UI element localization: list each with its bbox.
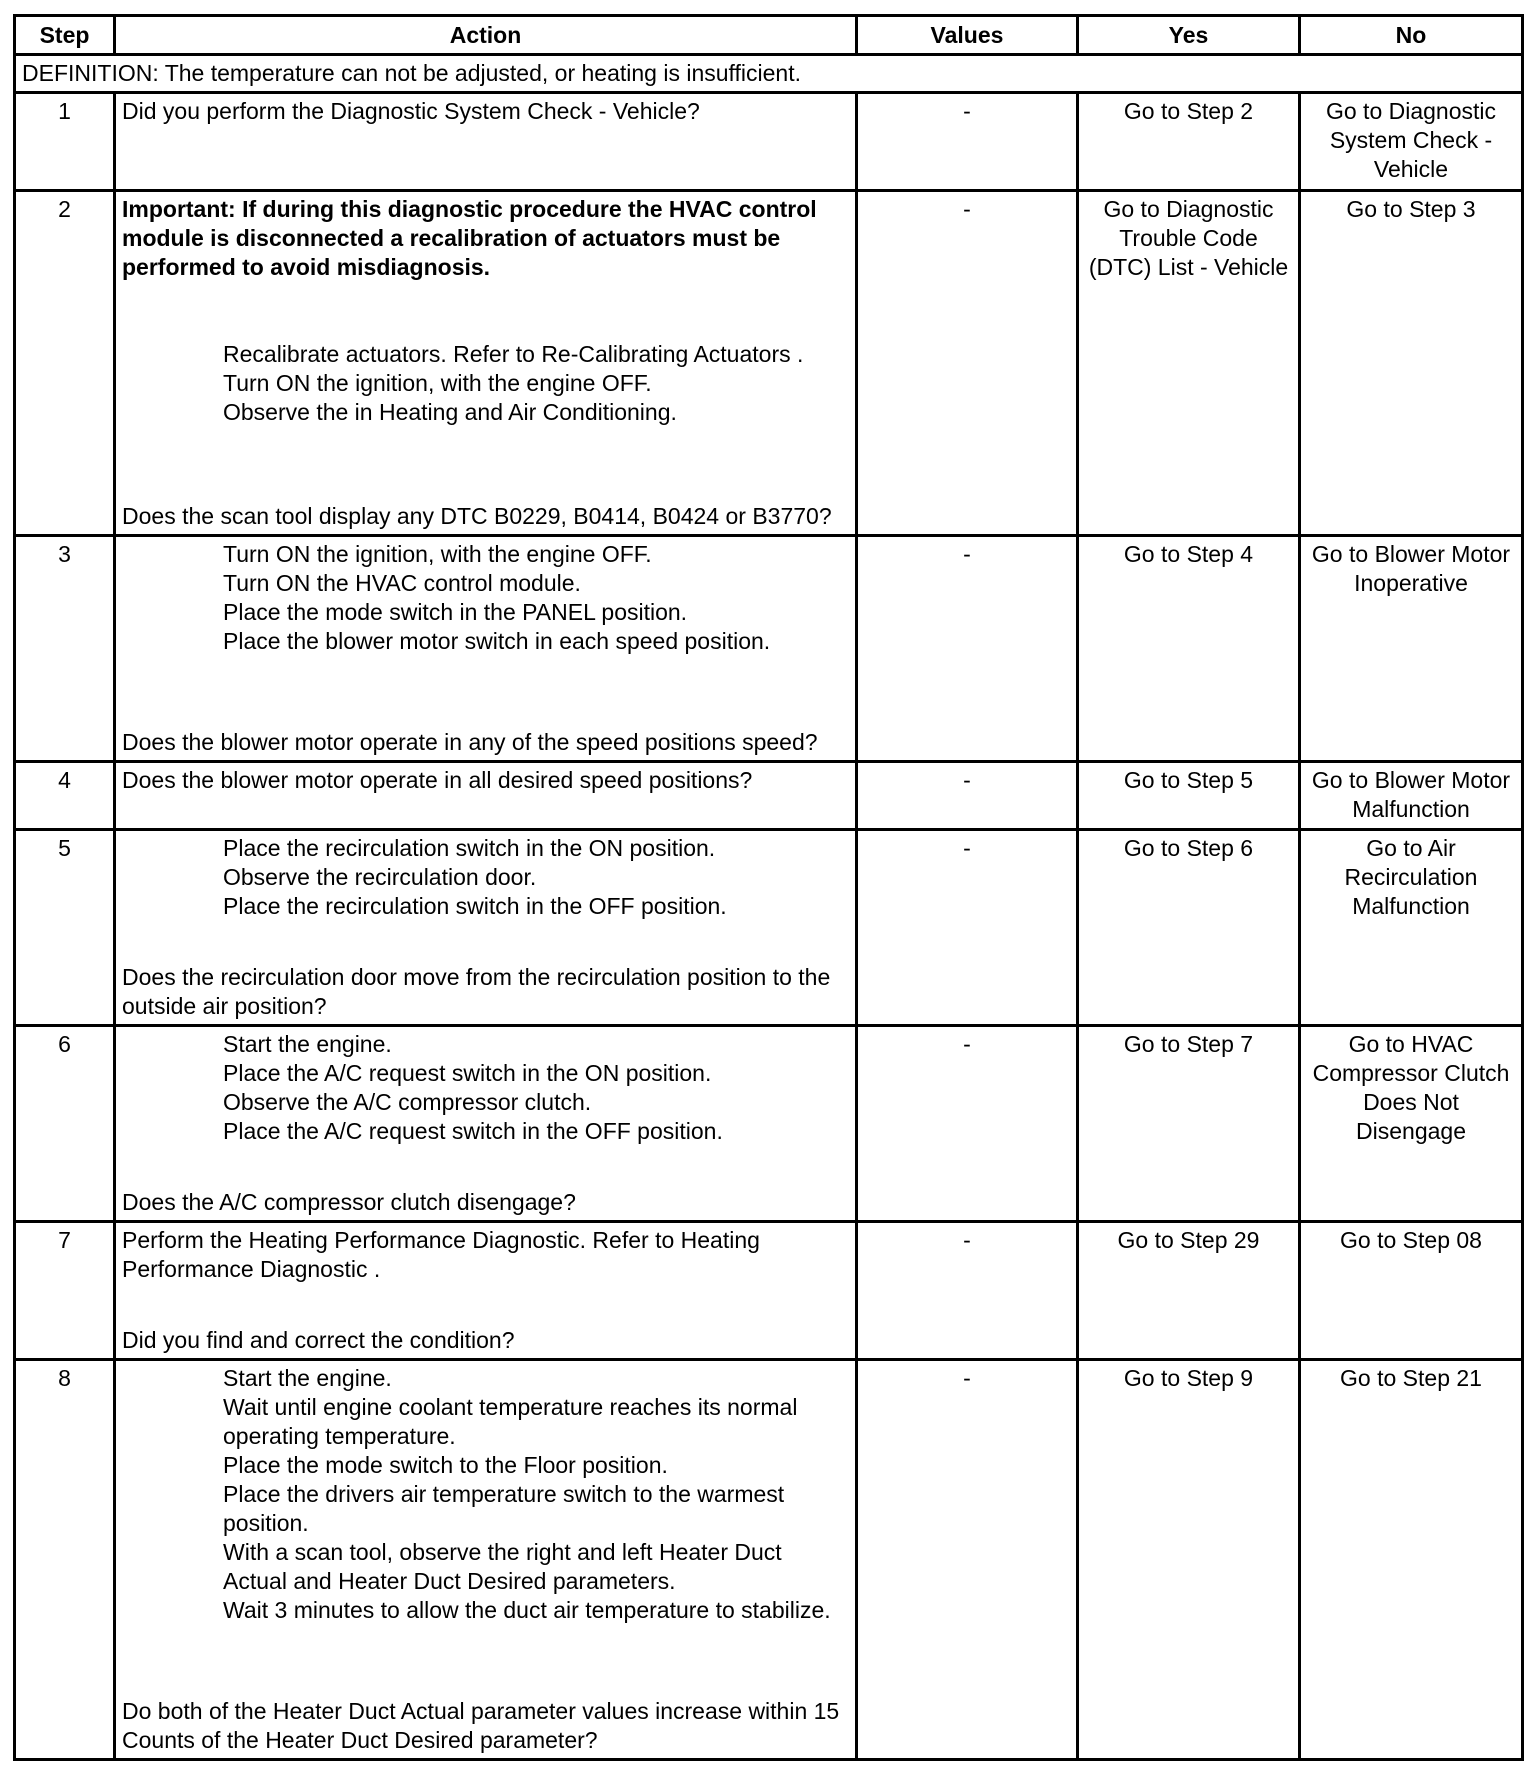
no-link[interactable]: Go to Blower Motor Inoperative (1300, 536, 1523, 762)
table-row (15, 536, 1523, 762)
action-item: Start the engine. (223, 1031, 392, 1057)
definition-row (15, 55, 1523, 93)
action-item: Place the A/C request switch in the OFF position. (223, 1118, 723, 1144)
action-list (122, 1030, 849, 1146)
action-cell (115, 762, 857, 830)
table-row (15, 1222, 1523, 1360)
step-number: 3 (15, 536, 115, 762)
value-cell: - (857, 1026, 1078, 1222)
important-note: Important: If during this diagnostic procedure the HVAC control module is disconnected a recalibration of actuators must be performed to avoid misdiagnosis. (122, 196, 817, 280)
action-lead: Perform the Heating Performance Diagnostic. Refer to Heating Performance Diagnostic . (122, 1227, 760, 1282)
action-cell (115, 1360, 857, 1760)
action-question: Do both of the Heater Duct Actual parameter values increase within 15 Counts of the Heater Duct Desired parameter? (122, 1698, 840, 1753)
action-item: Recalibrate actuators. Refer to Re-Calibrating Actuators . (223, 341, 804, 367)
action-question: Does the A/C compressor clutch disengage? (122, 1189, 576, 1215)
action-question: Did you perform the Diagnostic System Check - Vehicle? (122, 98, 700, 124)
table-row (15, 191, 1523, 536)
value-cell: - (857, 1360, 1078, 1760)
step-number: 1 (15, 93, 115, 191)
value-cell: - (857, 93, 1078, 191)
action-item: Place the blower motor switch in each speed position. (223, 628, 771, 654)
no-link[interactable]: Go to Step 21 (1300, 1360, 1523, 1760)
action-question: Does the recirculation door move from the recirculation position to the outside air position? (122, 964, 831, 1019)
action-item: Observe the A/C compressor clutch. (223, 1089, 592, 1115)
no-link[interactable]: Go to Step 08 (1300, 1222, 1523, 1360)
action-question: Did you find and correct the condition? (122, 1327, 515, 1353)
action-question: Does the scan tool display any DTC B0229, B0414, B0424 or B3770? (122, 503, 832, 529)
header-no: No (1300, 16, 1523, 55)
action-item: Place the recirculation switch in the ON position. (223, 835, 716, 861)
action-item: Place the drivers air temperature switch to the warmest position. (223, 1481, 785, 1536)
header-step: Step (15, 16, 115, 55)
value-cell: - (857, 191, 1078, 536)
action-item: Turn ON the HVAC control module. (223, 570, 581, 596)
value-cell: - (857, 536, 1078, 762)
action-item: Place the mode switch in the PANEL position. (223, 599, 688, 625)
definition-text: DEFINITION: The temperature can not be adjusted, or heating is insufficient. (15, 55, 1523, 93)
table-row (15, 1360, 1523, 1760)
action-item: Turn ON the ignition, with the engine OFF. (223, 370, 652, 396)
no-link[interactable]: Go to Diagnostic System Check - Vehicle (1300, 93, 1523, 191)
step-number: 5 (15, 830, 115, 1026)
step-number: 4 (15, 762, 115, 830)
action-question: Does the blower motor operate in all desired speed positions? (122, 767, 753, 793)
action-item: Turn ON the ignition, with the engine OFF. (223, 541, 652, 567)
header-row (15, 16, 1523, 55)
action-list (122, 540, 849, 656)
table-row (15, 1026, 1523, 1222)
action-cell (115, 1222, 857, 1360)
yes-link[interactable]: Go to Step 7 (1078, 1026, 1300, 1222)
table-row (15, 830, 1523, 1026)
action-item: Observe the recirculation door. (223, 864, 537, 890)
table-row (15, 93, 1523, 191)
yes-link[interactable]: Go to Step 6 (1078, 830, 1300, 1026)
yes-link[interactable]: Go to Step 5 (1078, 762, 1300, 830)
action-cell (115, 536, 857, 762)
no-link[interactable]: Go to Blower Motor Malfunction (1300, 762, 1523, 830)
yes-link[interactable]: Go to Diagnostic Trouble Code (DTC) List - Vehicle (1078, 191, 1300, 536)
action-cell (115, 1026, 857, 1222)
value-cell: - (857, 830, 1078, 1026)
action-item: Start the engine. (223, 1365, 392, 1391)
header-values: Values (857, 16, 1078, 55)
step-number: 6 (15, 1026, 115, 1222)
action-item: Place the recirculation switch in the OFF position. (223, 893, 727, 919)
action-cell (115, 830, 857, 1026)
yes-link[interactable]: Go to Step 4 (1078, 536, 1300, 762)
action-cell (115, 93, 857, 191)
step-number: 7 (15, 1222, 115, 1360)
no-link[interactable]: Go to Air Recirculation Malfunction (1300, 830, 1523, 1026)
no-link[interactable]: Go to HVAC Compressor Clutch Does Not Disengage (1300, 1026, 1523, 1222)
value-cell: - (857, 762, 1078, 830)
step-number: 8 (15, 1360, 115, 1760)
action-list (122, 834, 849, 921)
yes-link[interactable]: Go to Step 29 (1078, 1222, 1300, 1360)
action-item: Wait 3 minutes to allow the duct air temperature to stabilize. (223, 1597, 831, 1623)
action-item: Observe the in Heating and Air Conditioning. (223, 399, 677, 425)
action-question: Does the blower motor operate in any of the speed positions speed? (122, 729, 818, 755)
action-list (122, 340, 849, 427)
diagnostic-table (13, 14, 1524, 1761)
no-link[interactable]: Go to Step 3 (1300, 191, 1523, 536)
header-yes: Yes (1078, 16, 1300, 55)
table-row (15, 762, 1523, 830)
step-number: 2 (15, 191, 115, 536)
action-item: Place the A/C request switch in the ON position. (223, 1060, 712, 1086)
yes-link[interactable]: Go to Step 2 (1078, 93, 1300, 191)
action-item: With a scan tool, observe the right and left Heater Duct Actual and Heater Duct Desired parameters. (223, 1539, 782, 1594)
action-item: Wait until engine coolant temperature reaches its normal operating temperature. (223, 1394, 798, 1449)
yes-link[interactable]: Go to Step 9 (1078, 1360, 1300, 1760)
action-item: Place the mode switch to the Floor position. (223, 1452, 668, 1478)
action-list (122, 1364, 849, 1625)
action-cell (115, 191, 857, 536)
header-action: Action (115, 16, 857, 55)
value-cell: - (857, 1222, 1078, 1360)
